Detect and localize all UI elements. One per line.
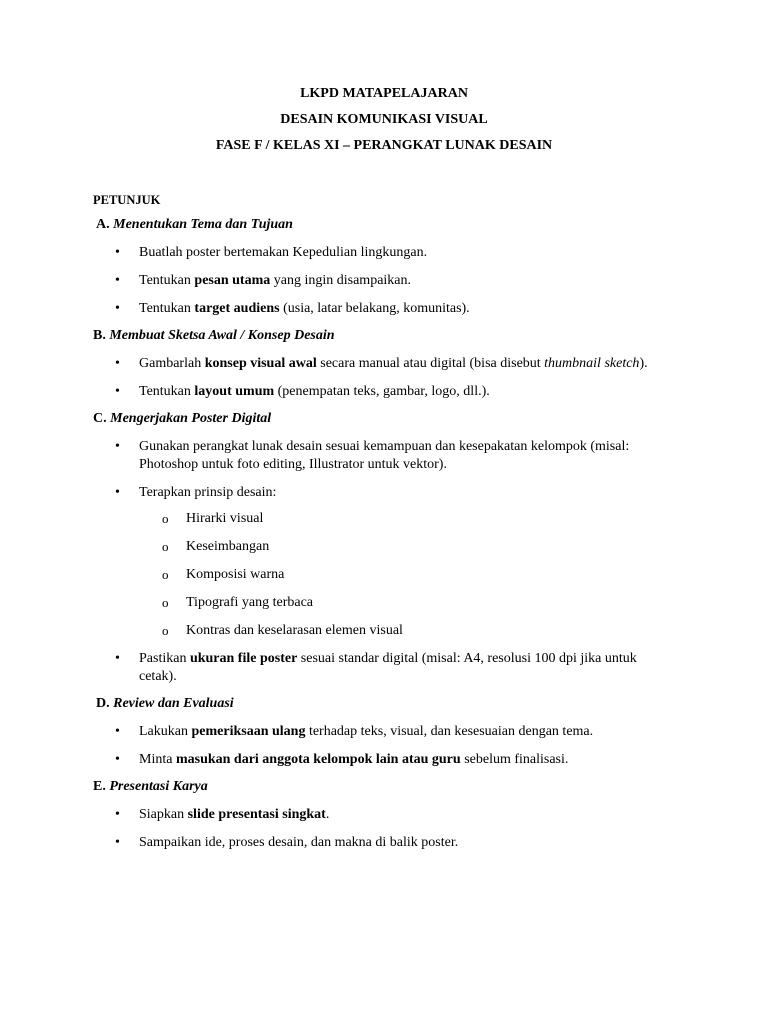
item-bold-text: konsep visual awal: [204, 356, 317, 371]
item-text: Pastikan: [139, 651, 190, 666]
section-d-title: Review dan Evaluasi: [113, 696, 234, 711]
section-d-heading: [93, 695, 653, 713]
list-item: [93, 272, 653, 290]
list-item: [93, 438, 653, 474]
list-item: [93, 650, 653, 686]
item-text: Tentukan: [139, 301, 195, 316]
list-item: [93, 300, 653, 318]
section-d-list: [93, 723, 653, 769]
document-title-block: [0, 86, 768, 164]
section-c-letter: C.: [93, 411, 107, 426]
item-bold-text: ukuran file poster: [189, 651, 298, 666]
section-b-letter: B.: [93, 328, 106, 343]
item-bold-text: pesan utama: [194, 273, 271, 288]
list-item: [93, 834, 653, 852]
instructions-content: [93, 192, 653, 861]
item-text: sesuai standar digital (misal: A4, resolusi 100 dpi jika untuk cetak).: [139, 651, 637, 684]
item-text: yang ingin disampaikan.: [270, 273, 412, 288]
item-italic-text: thumbnail sketch: [544, 356, 640, 371]
item-text: Gambarlah: [139, 356, 205, 371]
item-text: sebelum finalisasi.: [460, 752, 569, 767]
sub-list-item: o Komposisi warna: [139, 566, 653, 584]
item-bold-text: masukan dari anggota kelompok lain atau guru: [175, 752, 461, 767]
item-text: terhadap teks, visual, dan kesesuaian dengan tema.: [305, 724, 594, 739]
section-b-heading: [93, 327, 653, 345]
item-text: Lakukan: [139, 724, 192, 739]
section-c-list: [93, 438, 653, 686]
sub-list-item: o Keseimbangan: [139, 538, 653, 556]
list-item: [93, 751, 653, 769]
sub-list-item: o Tipografi yang terbaca: [139, 594, 653, 612]
section-a-letter: A.: [96, 217, 110, 232]
item-text: ).: [639, 356, 648, 371]
item-bold-text: layout umum: [194, 384, 275, 399]
list-item: [93, 383, 653, 401]
item-text: secara manual atau digital (bisa disebut: [316, 356, 545, 371]
section-a-list: [93, 244, 653, 318]
title-line-2: DESAIN KOMUNIKASI VISUAL: [280, 112, 488, 127]
section-b-list: [93, 355, 653, 401]
item-bold-text: target audiens: [194, 301, 280, 316]
petunjuk-heading: PETUNJUK: [93, 193, 161, 207]
list-item: [93, 806, 653, 824]
section-b-title: Membuat Sketsa Awal / Konsep Desain: [109, 328, 335, 343]
item-text: Terapkan prinsip desain:: [139, 485, 277, 500]
section-d-letter: D.: [96, 696, 110, 711]
section-e-heading: [93, 778, 653, 796]
section-e-list: [93, 806, 653, 852]
list-item: [93, 484, 653, 640]
item-text: (usia, latar belakang, komunitas).: [279, 301, 470, 316]
item-text: Minta: [139, 752, 176, 767]
item-text: (penempatan teks, gambar, logo, dll.).: [274, 384, 490, 399]
item-text: Tentukan: [139, 273, 195, 288]
list-item: [93, 355, 653, 373]
section-a-heading: [93, 216, 653, 234]
item-text: Gunakan perangkat lunak desain sesuai kemampuan dan kesepakatan kelompok (misal: Photoshop untuk foto editing, Illustrator untuk vektor).: [139, 439, 630, 472]
item-text: Sampaikan ide, proses desain, dan makna di balik poster.: [139, 835, 459, 850]
sub-list-item: o Hirarki visual: [139, 510, 653, 528]
title-line-3: FASE F / KELAS XI – PERANGKAT LUNAK DESAIN: [215, 138, 553, 153]
list-item: [93, 723, 653, 741]
item-text: .: [325, 807, 330, 822]
section-e-title: Presentasi Karya: [109, 779, 208, 794]
item-text: Siapkan: [139, 807, 188, 822]
list-item: [93, 244, 653, 262]
sub-list-item: o Kontras dan keselarasan elemen visual: [139, 622, 653, 640]
section-a-title: Menentukan Tema dan Tujuan: [113, 217, 293, 232]
item-text: Buatlah poster bertemakan Kepedulian lingkungan.: [139, 245, 428, 260]
item-text: Tentukan: [139, 384, 195, 399]
item-bold-text: slide presentasi singkat: [187, 807, 326, 822]
title-line-1: LKPD MATAPELAJARAN: [300, 86, 468, 101]
section-c-title: Mengerjakan Poster Digital: [110, 411, 272, 426]
design-principles-sublist: [139, 510, 653, 640]
item-bold-text: pemeriksaan ulang: [191, 724, 306, 739]
section-c-heading: [93, 410, 653, 428]
section-e-letter: E.: [93, 779, 106, 794]
